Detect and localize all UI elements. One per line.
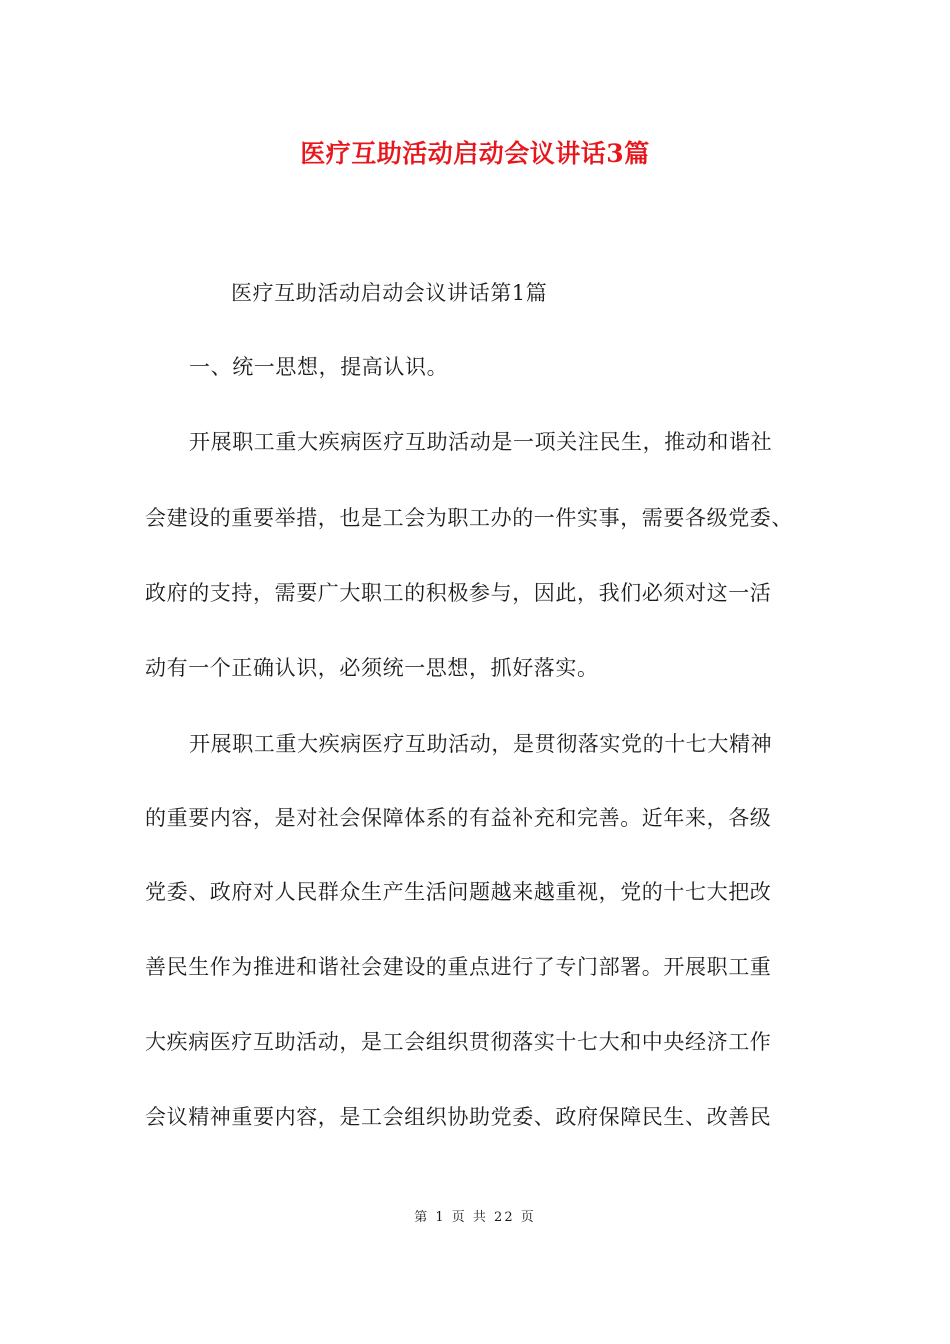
paragraph-line: 的重要内容，是对社会保障体系的有益补充和完善。近年来，各级	[145, 806, 772, 830]
paragraph-line: 动有一个正确认识，必须统一思想，抓好落实。	[145, 656, 599, 680]
paragraph-line: 会建设的重要举措，也是工会为职工办的一件实事，需要各级党委、	[145, 506, 793, 530]
paragraph-line: 政府的支持，需要广大职工的积极参与，因此，我们必须对这一活	[145, 581, 772, 605]
paragraph-line: 开展职工重大疾病医疗互助活动，是贯彻落实党的十七大精神	[189, 732, 773, 756]
paragraph-line: 会议精神重要内容，是工会组织协助党委、政府保障民生、改善民	[145, 1105, 772, 1129]
page-number-footer: 第 1 页 共 22 页	[414, 1210, 536, 1225]
paragraph-line: 开展职工重大疾病医疗互助活动是一项关注民生，推动和谐社	[189, 430, 773, 454]
subtitle: 医疗互助活动启动会议讲话第1篇	[231, 281, 548, 305]
section-heading: 一、统一思想，提高认识。	[189, 355, 449, 379]
paragraph-line: 党委、政府对人民群众生产生活问题越来越重视，党的十七大把改	[145, 880, 772, 904]
document-title: 医疗互助活动启动会议讲话3篇	[300, 139, 650, 168]
paragraph-line: 大疾病医疗互助活动，是工会组织贯彻落实十七大和中央经济工作	[145, 1030, 772, 1054]
paragraph-line: 善民生作为推进和谐社会建设的重点进行了专门部署。开展职工重	[145, 955, 772, 979]
